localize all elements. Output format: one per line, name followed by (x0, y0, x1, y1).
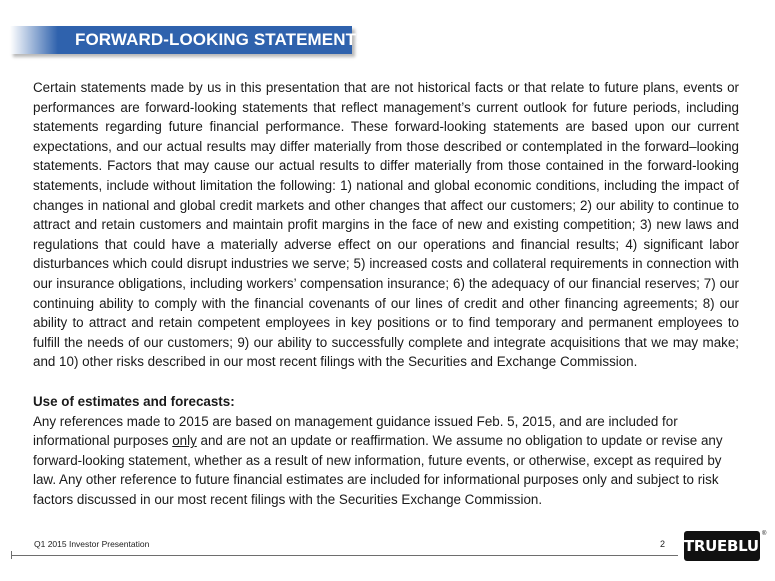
main-content (33, 78, 739, 509)
logo-registered-mark: ® (762, 531, 767, 537)
footer-divider (11, 555, 678, 556)
estimates-paragraph (33, 412, 739, 510)
estimates-text-part1: Any references made to 2015 are based on management guidance issued Feb. 5, 2015, and are included for informational purposes (33, 413, 678, 449)
estimates-text-part2: and are not an update or reaffirmation. We assume no obligation to update or revise any forward-looking statement, whether as a result of new information, future events, or otherwise, except as required by law. Any other reference to future financial estimates are included for informational purposes only and subject to risk factors discussed in our most recent filings with the Securities Exchange Commission. (33, 433, 723, 507)
forward-looking-paragraph: Certain statements made by us in this presentation that are not historical facts or that relate to future plans, events or performances are forward-looking statements that reflect management’s current outlook for future periods, including statements regarding future financial performance. These forward-looking statements are based upon our current expectations, and our actual results may differ materially from those described or contemplated in the forward–looking statements. Factors that may cause our actual results to differ materially from those contained in the forward-looking statements, include without limitation the following: 1) national and global economic conditions, including the impact of changes in national and global credit markets and other changes that affect our customers; 2) our ability to continue to attract and retain customers and maintain profit margins in the face of new and existing competition; 3) new laws and regulations that could have a materially adverse effect on our operations and financial results; 4) significant labor disturbances which could disrupt industries we serve; 5) increased costs and collateral requirements in connection with our insurance obligations, including workers’ compensation insurance; 6) the adequacy of our financial reserves; 7) our continuing ability to comply with the financial covenants of our lines of credit and other financing agreements; 8) our ability to attract and retain competent employees in key positions or to find temporary and permanent employees to fulfill the needs of our customers; 9) our ability to successfully complete and integrate acquisitions that we may make; and 10) other risks described in our most recent filings with the Securities and Exchange Commission. (33, 80, 739, 370)
page-number: 2 (660, 539, 666, 549)
trueblue-logo: TRUEBLUE (684, 531, 760, 561)
estimates-text-underlined: only (172, 433, 197, 449)
estimates-heading: Use of estimates and forecasts: (33, 393, 235, 409)
presentation-label: Q1 2015 Investor Presentation (34, 539, 150, 549)
page-title: FORWARD-LOOKING STATEMENTS (75, 30, 368, 49)
